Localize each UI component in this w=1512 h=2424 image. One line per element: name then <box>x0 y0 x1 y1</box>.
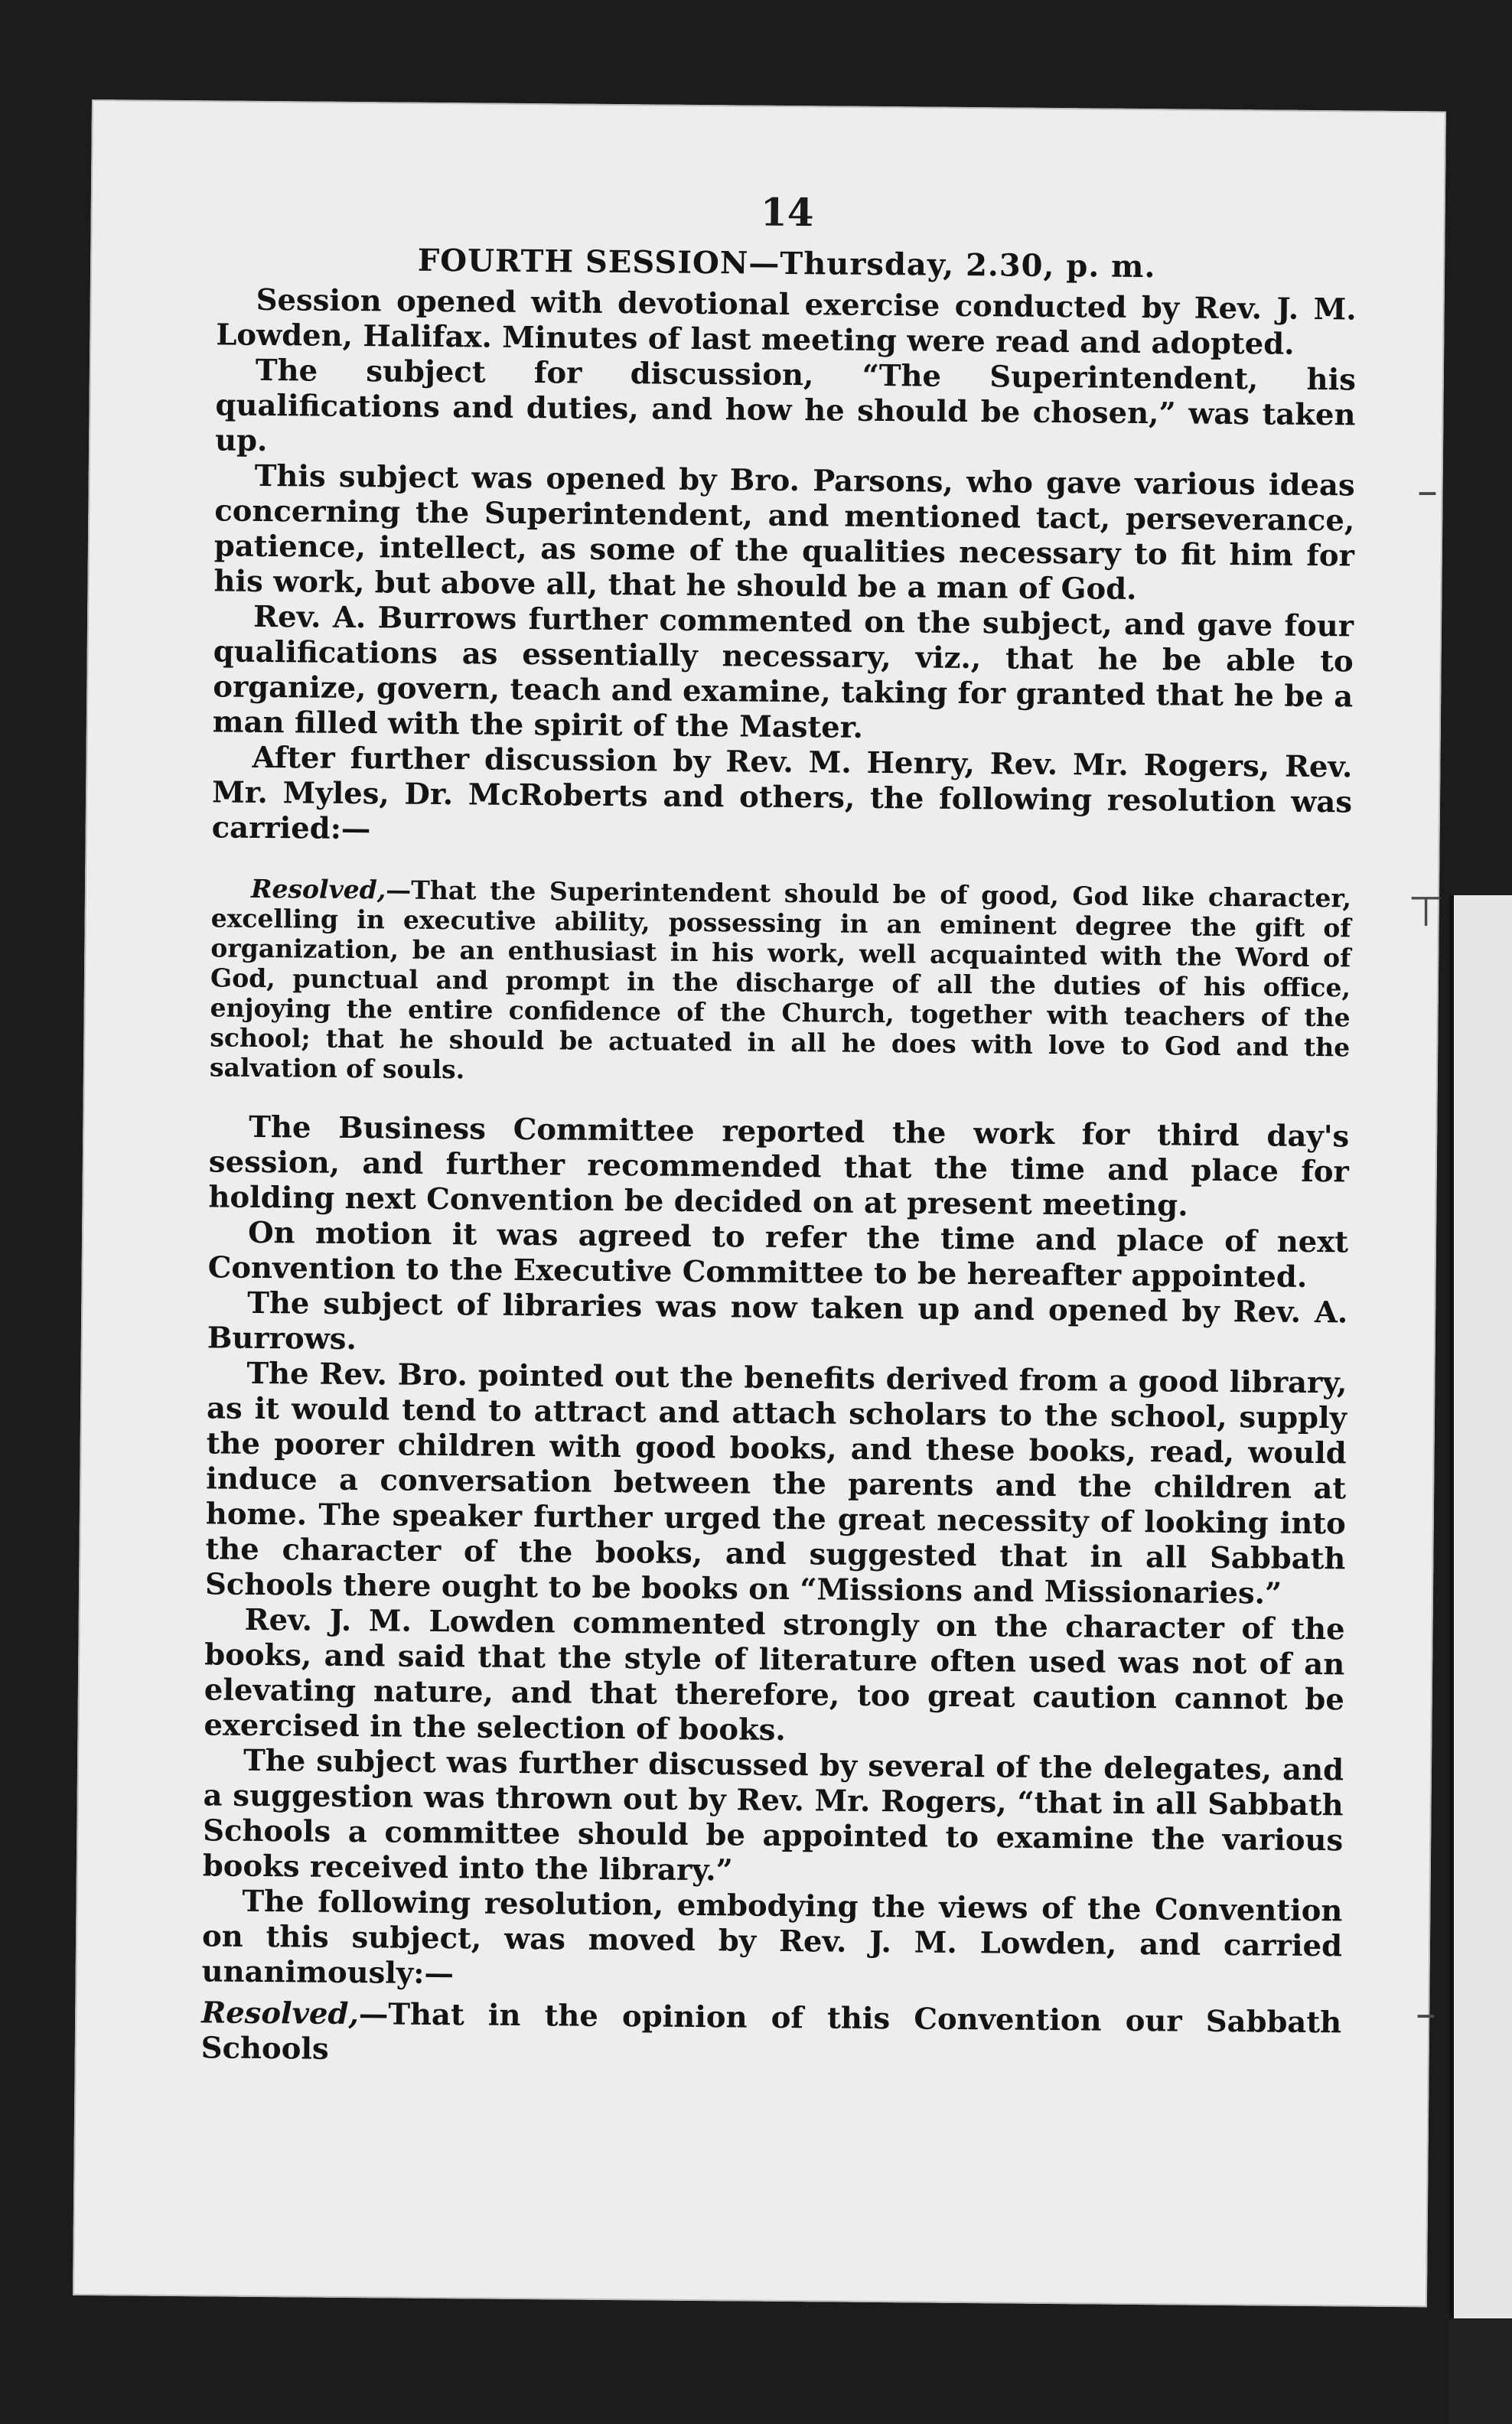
scan-background <box>1449 2320 1512 2424</box>
resolution-block <box>201 1996 1342 2076</box>
paragraph: The Rev. Bro. pointed out the benefits derived from a good library, as it would tend to attract and attach scholars to the school, supply the poorer children with good books, and these books, read, would induce a conversation between the parents and the children at home. The speaker further urged the great necessity of looking into the character of the books, and suggested that in all Sabbath Schools there ought to be books on “Missions and Missionaries.” <box>204 1356 1347 1611</box>
document-page <box>73 99 1446 2307</box>
resolution-label: Resolved, <box>250 873 386 905</box>
margin-dash-mark: – <box>1416 1989 1436 2038</box>
paragraph: After further discussion by Rev. M. Henry, Rev. Mr. Rogers, Rev. Mr. Myles, Dr. McRoberts and others, the following resolution was carried:— <box>211 740 1353 847</box>
adjacent-page-edge <box>1449 895 1512 2318</box>
paragraph: Session opened with devotional exercise conducted by Rev. J. M. Lowden, Halifax. Minutes of last meeting were read and adopted. <box>216 282 1357 362</box>
paragraph: The subject of libraries was now taken up and opened by Rev. A. Burrows. <box>207 1285 1348 1357</box>
page-number: 14 <box>760 189 814 236</box>
session-heading: FOURTH SESSION—Thursday, 2.30, p. m. <box>417 242 1156 285</box>
paragraph: This subject was opened by Bro. Parsons, who gave various ideas concerning the Superintendent, and mentioned tact, perseverance, patience, intellect, as some of the qualities necessary to fit him for his work, but above all, that he should be a man of God. <box>213 458 1355 607</box>
margin-dash-mark: – <box>1417 467 1438 515</box>
resolution-label: Resolved, <box>200 1996 360 2032</box>
paragraph: The Business Committee reported the work for third day's session, and further recommended that the time and place for holding next Convention be decided on at present meeting. <box>208 1109 1350 1223</box>
paragraph: On motion it was agreed to refer the time and place of next Convention to the Executive Committee to be hereafter appointed. <box>207 1215 1349 1295</box>
paragraph: The following resolution, embodying the views of the Convention on this subject, was moved by Rev. J. M. Lowden, and carried unanimously:— <box>201 1884 1343 1992</box>
page-content <box>201 184 1357 2076</box>
resolution-block <box>210 873 1351 1092</box>
paragraph: The subject was further discussed by several of the delegates, and a suggestion was thrown out by Rev. Mr. Rogers, “that in all Sabbath Schools a committee should be appointed to examine the various books received into the library.” <box>202 1743 1344 1888</box>
resolution-text: —That the Superintendent should be of good, God like character, excelling in executive ability, possessing in an eminent degree the gift of organization, be an enthusiast in his work, well acquainted with the Word of God, punctual and prompt in the discharge of all the duties of his office, enjoying the entire confidence of the Church, together with teachers of the school; that he should be actuated in all he does with love to God and the salvation of souls. <box>209 875 1352 1085</box>
paragraph: The subject for discussion, “The Superintendent, his qualifications and duties, and how he should be chosen,” was taken up. <box>214 353 1357 459</box>
resolution-text: —That in the opinion of this Convention our Sabbath Schools <box>200 1997 1342 2067</box>
margin-tick-mark: ⊤ <box>1408 888 1445 936</box>
paragraph: Rev. J. M. Lowden commented strongly on the character of the books, and said that the style of literature often used was not of an elevating nature, and that therefore, too great caution cannot be exercised in the selection of books. <box>204 1602 1345 1748</box>
paragraph: Rev. A. Burrows further commented on the subject, and gave four qualifications as essentially necessary, viz., that he be able to organize, govern, teach and examine, taking for granted that he be a man filled with the spirit of the Master. <box>212 599 1354 745</box>
